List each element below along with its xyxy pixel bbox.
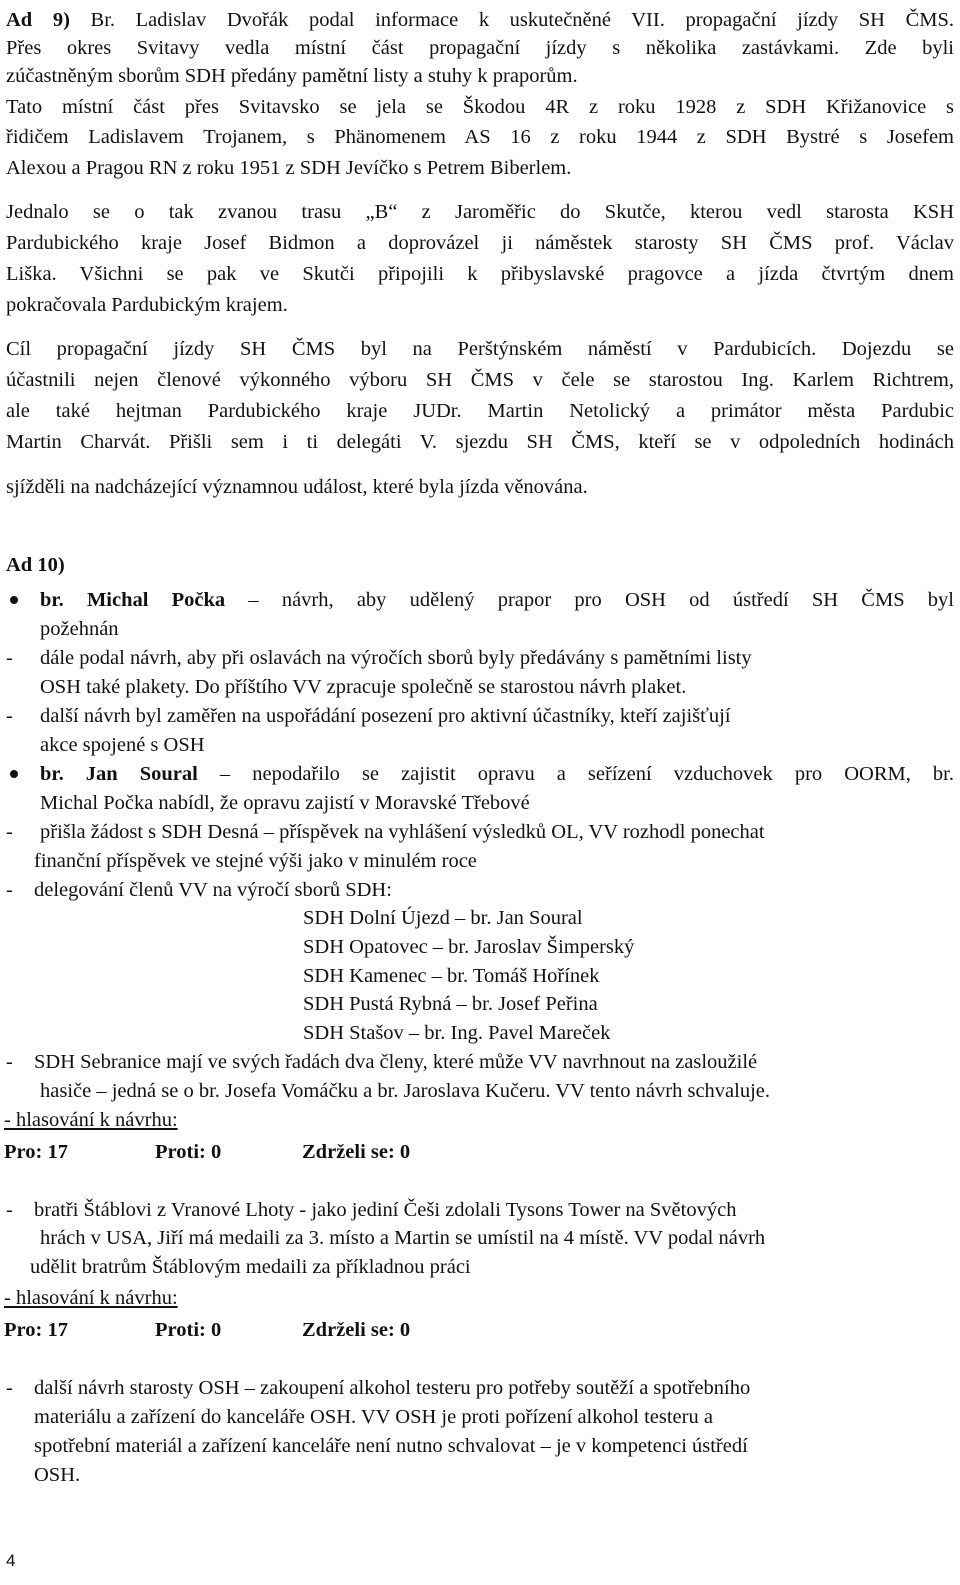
sub-posezeni-1: další návrh byl zaměřen na uspořádání posezení pro aktivní účastníky, kteří zajišťují [40,705,731,727]
dash: - [6,1377,13,1399]
ad9-line-12: účastnili nejen členové výkonného výboru SH ČMS v čele se starostou Ing. Karlem Richtrem, [6,369,954,391]
delegation-item: SDH Dolní Újezd – br. Jan Soural [303,907,583,929]
delegation-item: SDH Opatovec – br. Jaroslav Šimperský [303,936,635,958]
sub-alkohol-3: spotřební materiál a zařízení kanceláře není nutno schvalovat – je v kompetenci ústředí [34,1435,748,1457]
ad9-line-11: Cíl propagační jízdy SH ČMS byl na Perštýnském náměstí v Pardubicích. Dojezdu se [6,338,954,360]
delegation-item: SDH Kamenec – br. Tomáš Hořínek [303,965,600,987]
item-pocka: br. Michal Počka – návrh, aby udělený prapor pro OSH od ústředí SH ČMS byl [40,589,954,611]
vote-zdrzeli: Zdrželi se: 0 [302,1319,411,1341]
vote-label: - hlasování k návrhu: [4,1109,178,1131]
vote-pro: Pro: 17 [4,1319,68,1341]
ad10-heading: Ad 10) [6,554,65,576]
delegation-item: SDH Pustá Rybná – br. Josef Peřina [303,993,598,1015]
sub-desna-2: finanční příspěvek ve stejné výši jako v minulém roce [34,850,477,872]
sub-posezeni-2: akce spojené s OSH [40,734,205,756]
ad9-line-1: Ad 9) Br. Ladislav Dvořák podal informace k uskutečněné VII. propagační jízdy SH ČMS. [6,9,954,31]
vote-proti: Proti: 0 [155,1141,222,1163]
item-pocka-name: br. Michal Počka [40,589,226,611]
sub-alkohol-2: materiálu a zařízení do kanceláře OSH. VV OSH je proti pořízení alkohol testeru a [34,1406,713,1428]
ad9-heading: Ad 9) [6,9,70,31]
dash: - [6,705,13,727]
dash: - [6,647,13,669]
sub-stablovi-3: udělit bratrům Štáblovým medaili za příkladnou práci [30,1256,471,1278]
vote-pro: Pro: 17 [4,1141,68,1163]
vote-zdrzeli: Zdrželi se: 0 [302,1141,411,1163]
sub-sebranice-2: hasiče – jedná se o br. Josefa Vomáčku a br. Jaroslava Kučeru. VV tento návrh schvaluje. [40,1080,771,1102]
ad9-line-3: zúčastněným sborům SDH předány pamětní listy a stuhy k praporům. [6,65,578,87]
sub-desna-1: přišla žádost s SDH Desná – příspěvek na vyhlášení výsledků OL, VV rozhodl ponechat [40,821,765,843]
dash: - [6,821,13,843]
item-soural-cont: Michal Počka nabídl, že opravu zajistí v Moravské Třebové [40,792,530,814]
ad9-line-2: Přes okres Svitavy vedla místní část propagační jízdy s několika zastávkami. Zde byli [6,37,954,59]
ad9-line-9: Liška. Všichni se pak ve Skutči připojili k přibyslavské pragovce a jízda čtvrtým dnem [6,263,954,285]
ad9-line-6: Alexou a Pragou RN z roku 1951 z SDH Jevíčko s Petrem Biberlem. [6,157,572,179]
vote-proti: Proti: 0 [155,1319,222,1341]
delegation-item: SDH Stašov – br. Ing. Pavel Mareček [303,1022,611,1044]
ad9-line-7: Jednalo se o tak zvanou trasu „B“ z Jaroměřic do Skutče, kterou vedl starosta KSH [6,201,954,223]
dash: - [6,879,13,901]
sub-stablovi-1: bratři Štáblovi z Vranové Lhoty - jako jediní Češi zdolali Tysons Tower na Světových [34,1199,737,1221]
sub-delegovani: delegování členů VV na výročí sborů SDH: [34,879,392,901]
dash: - [6,1199,13,1221]
item-soural: br. Jan Soural – nepodařilo se zajistit opravu a seřízení vzduchovek pro OORM, br. [40,763,954,785]
bullet-icon [10,596,18,604]
ad9-line-5: řidičem Ladislavem Trojanem, s Phänomenem AS 16 z roku 1944 z SDH Bystré s Josefem [6,126,954,148]
page-number: 4 [6,1551,16,1570]
sub-stablovi-2: hrách v USA, Jiří má medaili za 3. místo a Martin se umístil na 4 místě. VV podal návrh [40,1227,766,1249]
sub-plakety-2: OSH také plakety. Do příštího VV zpracuje společně se starostou návrh plaket. [40,676,687,698]
sub-alkohol-1: další návrh starosty OSH – zakoupení alkohol testeru pro potřeby soutěží a spotřebního [34,1377,751,1399]
sub-plakety-1: dále podal návrh, aby při oslavách na výročích sborů byly předávány s pamětními listy [40,647,752,669]
item-soural-name: br. Jan Soural [40,763,198,785]
sub-sebranice-1: SDH Sebranice mají ve svých řadách dva členy, které může VV navrhnout na zasloužilé [34,1051,758,1073]
item-pocka-cont: požehnán [40,618,119,640]
ad9-line-13: ale také hejtman Pardubického kraje JUDr. Martin Netolický a primátor města Pardubic [6,400,954,422]
ad9-line-8: Pardubického kraje Josef Bidmon a doprovázel ji náměstek starosty SH ČMS prof. Václav [6,232,954,254]
ad9-line-14: Martin Charvát. Přišli sem i ti delegáti V. sjezdu SH ČMS, kteří se v odpoledních hodinách [6,431,954,453]
sub-alkohol-4: OSH. [34,1464,81,1486]
ad9-line-4: Tato místní část přes Svitavsko se jela se Škodou 4R z roku 1928 z SDH Křižanovice s [6,96,954,118]
dash: - [6,1051,13,1073]
ad9-line-15: sjížděli na nadcházející významnou událost, které byla jízda věnována. [6,476,588,498]
vote-label: - hlasování k návrhu: [4,1287,178,1309]
ad9-line-10: pokračovala Pardubickým krajem. [6,294,288,316]
bullet-icon [10,770,18,778]
